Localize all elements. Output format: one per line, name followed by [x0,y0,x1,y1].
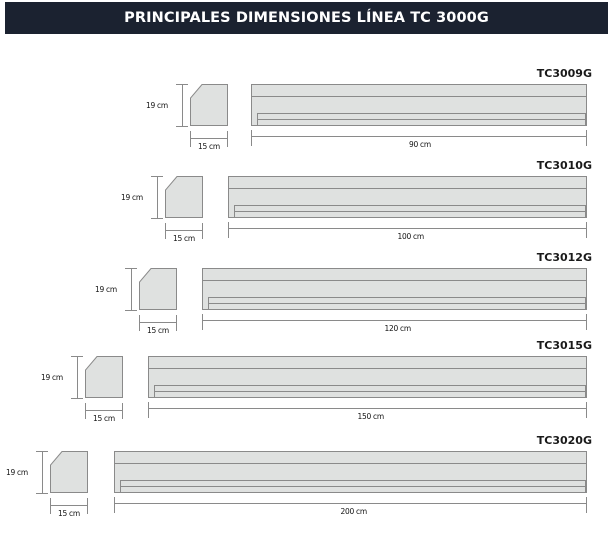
profile-section-icon [139,268,177,310]
length-label: 100 cm [397,232,424,241]
depth-dim-line [139,322,176,323]
model-name: TC3009G [536,67,592,80]
depth-dim-tick-left [50,498,51,514]
length-dim-tick-right [586,222,587,238]
height-label: 19 cm [121,193,143,202]
depth-label: 15 cm [58,509,80,518]
length-dim-line [114,503,587,504]
unit-front-lip [234,205,586,218]
depth-label: 15 cm [198,142,220,151]
length-dim-tick-right [586,402,587,418]
depth-dim-line [50,505,87,506]
length-label: 150 cm [357,412,384,421]
depth-dim-tick-right [176,315,177,331]
height-dim-tick-bottom [36,493,48,494]
depth-dim-line [165,230,202,231]
depth-label: 15 cm [93,414,115,423]
unit-front-divider [252,96,586,97]
profile-section-icon [165,176,203,218]
length-dim-tick-right [586,130,587,146]
depth-label: 15 cm [173,234,195,243]
unit-front-view [202,268,587,310]
depth-dim-tick-right [202,223,203,239]
model-name: TC3020G [536,434,592,447]
unit-front-divider [115,463,586,464]
unit-front-lip [208,297,586,310]
unit-front-lip [257,113,586,126]
page-title: PRINCIPALES DIMENSIONES LÍNEA TC 3000G [124,10,489,26]
depth-dim-line [85,410,122,411]
unit-front-divider [149,368,586,369]
length-dim-tick-left [202,314,203,330]
depth-dim-line [190,138,227,139]
depth-dim-tick-left [85,403,86,419]
profile-section-icon [85,356,123,398]
height-label: 19 cm [41,373,63,382]
depth-dim-tick-left [139,315,140,331]
profile-section-icon [50,451,88,493]
unit-front-view [114,451,587,493]
depth-dim-tick-right [122,403,123,419]
unit-front-divider [203,280,586,281]
length-label: 90 cm [409,140,431,149]
model-name: TC3015G [536,339,592,352]
height-dim-line [42,451,43,493]
unit-front-divider [229,188,586,189]
length-dim-tick-left [114,497,115,513]
unit-front-view [148,356,587,398]
profile-section-icon [190,84,228,126]
height-dim-tick-bottom [151,218,163,219]
height-label: 19 cm [6,468,28,477]
model-name: TC3012G [536,251,592,264]
height-dim-line [77,356,78,398]
model-name: TC3010G [536,159,592,172]
height-dim-tick-bottom [176,126,188,127]
height-dim-line [182,84,183,126]
length-dim-line [202,320,587,321]
height-dim-line [157,176,158,218]
depth-dim-tick-right [87,498,88,514]
length-label: 200 cm [340,507,367,516]
length-dim-tick-left [228,222,229,238]
unit-front-view [251,84,587,126]
height-dim-tick-bottom [125,310,137,311]
height-dim-line [131,268,132,310]
depth-dim-tick-right [227,131,228,147]
length-label: 120 cm [384,324,411,333]
length-dim-tick-right [586,497,587,513]
height-label: 19 cm [95,285,117,294]
depth-dim-tick-left [190,131,191,147]
depth-dim-tick-left [165,223,166,239]
length-dim-tick-left [148,402,149,418]
length-dim-tick-right [586,314,587,330]
unit-front-view [228,176,587,218]
unit-front-lip [154,385,586,398]
unit-front-lip [120,480,586,493]
height-label: 19 cm [146,101,168,110]
length-dim-line [228,228,587,229]
title-banner [5,2,608,34]
length-dim-tick-left [251,130,252,146]
length-dim-line [251,136,587,137]
length-dim-line [148,408,587,409]
height-dim-tick-bottom [71,398,83,399]
depth-label: 15 cm [147,326,169,335]
